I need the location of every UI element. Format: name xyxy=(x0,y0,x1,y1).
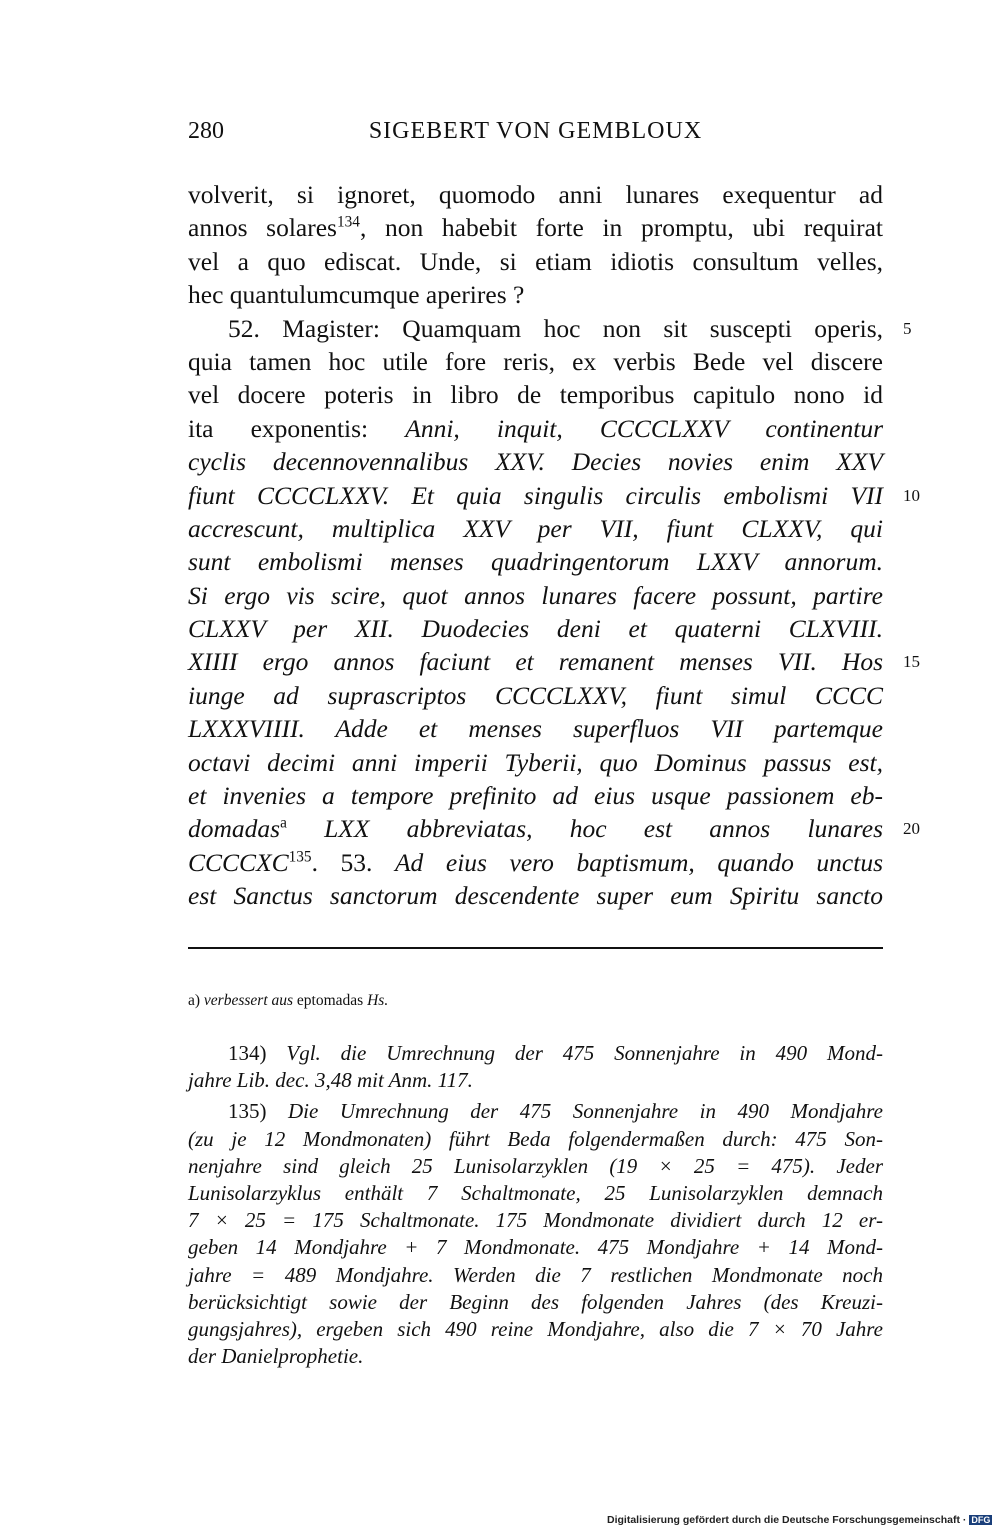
text-run: Anni, inquit, CCCCLXXV continentur xyxy=(405,413,883,443)
text-run: XIIII ergo annos faciunt et remanent menses VII. Hos xyxy=(188,647,883,677)
text-run: accrescunt, multiplica XXV per VII, fiunt CLXXV, qui xyxy=(188,513,883,543)
text-line xyxy=(188,579,883,612)
text-run: LXXXVIIII. Adde et menses superfluos VII partemque xyxy=(188,714,883,744)
text-run: verbessert aus xyxy=(203,992,294,1009)
text-run: est Sanctus sanctorum descendente super eum Spiritu sancto xyxy=(188,881,883,911)
text-run: fiunt CCCCLXXV. Et quia singulis circulis embolismi VII xyxy=(188,480,883,510)
credit-text: Digitalisierung gefördert durch die Deutsche Forschungsgemeinschaft · xyxy=(607,1514,967,1526)
text-run: Hs. xyxy=(367,992,389,1009)
text-line xyxy=(188,345,883,378)
footnote-line xyxy=(188,1180,883,1207)
footnote-line xyxy=(188,1343,883,1370)
text-run: Ad eius vero baptismum, quando unctus xyxy=(394,847,883,877)
superscript: a xyxy=(280,814,287,832)
line-number: 20 xyxy=(903,819,920,839)
text-run: 134) xyxy=(228,1041,287,1065)
text-run: geben 14 Mondjahre + 7 Mondmonate. 475 Mondjahre + 14 Mond- xyxy=(188,1235,883,1260)
text-run: Die Umrechnung der 475 Sonnenjahre in 490 Mondjahre xyxy=(288,1099,883,1124)
text-run: CCCCXC xyxy=(188,847,289,877)
text-run: , non habebit forte in promptu, ubi requirat xyxy=(359,213,883,243)
footnote-line xyxy=(188,1316,883,1343)
text-run: eptomadas xyxy=(293,992,368,1009)
text-run: Lunisolarzyklus enthält 7 Schaltmonate, 25 Lunisolarzyklen demnach xyxy=(188,1180,883,1205)
text-line xyxy=(188,612,883,645)
superscript: 135 xyxy=(288,848,312,866)
text-line xyxy=(188,312,912,345)
text-line xyxy=(188,512,883,545)
footnote-line xyxy=(188,1040,883,1067)
text-run: iunge ad suprascriptos CCCCLXXV, fiunt simul CCCC xyxy=(188,680,883,710)
text-run: Si ergo vis scire, quot annos lunares facere possunt, partire xyxy=(188,580,883,610)
text-run: 52. Magister: Quamquam hoc non sit suscepti operis, xyxy=(228,313,883,343)
text-line xyxy=(188,479,920,512)
text-line xyxy=(188,812,920,845)
text-line xyxy=(188,779,883,812)
text-run: (zu je 12 Mondmonaten) führt Beda folgendermaßen durch: 475 Son- xyxy=(188,1126,883,1151)
text-run: a) xyxy=(188,992,204,1009)
text-run: octavi decimi anni imperii Tyberii, quo Dominus passus est, xyxy=(188,747,883,777)
text-line xyxy=(188,278,883,311)
page-number: 280 xyxy=(188,118,224,144)
line-number: 5 xyxy=(903,318,912,338)
text-run: ita exponentis: xyxy=(188,413,406,443)
running-header xyxy=(188,118,883,150)
footnote-line xyxy=(188,1262,883,1289)
footnotes xyxy=(188,1040,883,1370)
text-run: Vgl. die Umrechnung der 475 Sonnenjahre in 490 Mond- xyxy=(286,1041,883,1065)
text-run: 7 × 25 = 175 Schaltmonate. 175 Mondmonate dividiert durch 12 er- xyxy=(188,1208,883,1233)
line-number: 15 xyxy=(903,652,920,672)
text-run: domadas xyxy=(188,814,281,844)
text-run: jahre Lib. dec. 3,48 mit Anm. 117. xyxy=(188,1068,473,1093)
text-line xyxy=(188,679,883,712)
text-line xyxy=(188,846,883,879)
text-run: et invenies a tempore prefinito ad eius usque passionem eb- xyxy=(188,781,883,811)
footnote-line xyxy=(188,1067,883,1094)
text-run: annos solares xyxy=(188,213,337,243)
line-number: 10 xyxy=(903,485,920,505)
text-run: nenjahre sind gleich 25 Lunisolarzyklen (19 × 25 = 475). Jeder xyxy=(188,1153,883,1178)
main-text xyxy=(188,178,920,913)
text-line xyxy=(188,712,883,745)
text-line xyxy=(188,178,883,211)
dfg-logo: DFG xyxy=(971,1515,991,1525)
superscript: 134 xyxy=(336,213,360,231)
footnote-line xyxy=(188,1153,883,1180)
text-line xyxy=(188,879,883,912)
text-line xyxy=(188,445,883,478)
text-run: quia tamen hoc utile fore reris, ex verbis Bede vel discere xyxy=(188,346,883,376)
text-run: volverit, si ignoret, quomodo anni lunares exequentur ad xyxy=(188,180,883,209)
text-line xyxy=(188,245,883,278)
text-run: hec quantulumcumque aperires ? xyxy=(188,280,525,310)
footnote-line xyxy=(188,1234,883,1261)
text-run: jahre = 489 Mondjahre. Werden die 7 restlichen Mondmonate noch xyxy=(188,1262,883,1287)
footnote-line xyxy=(188,1126,883,1153)
footnote-line xyxy=(188,1098,883,1125)
text-run: vel docere poteris in libro de temporibus capitulo nono id xyxy=(188,380,883,410)
text-run: 135) xyxy=(228,1099,289,1124)
text-run: LXX abbreviatas, hoc est annos lunares xyxy=(286,814,883,844)
text-run: cyclis decennovennalibus XXV. Decies novies enim XXV xyxy=(188,447,883,477)
text-line xyxy=(188,645,920,678)
text-run: sunt embolismi menses quadringentorum LXXV annorum. xyxy=(188,547,883,577)
text-line xyxy=(188,746,883,779)
digitization-credit xyxy=(607,1514,992,1526)
text-run: vel a quo ediscat. Unde, si etiam idiotis consultum velles, xyxy=(188,246,883,276)
text-line xyxy=(188,412,883,445)
running-title: SIGEBERT VON GEMBLOUX xyxy=(368,118,703,144)
text-run: gungsjahres), ergeben sich 490 reine Mondjahre, also die 7 × 70 Jahre xyxy=(188,1316,883,1341)
footnote-line xyxy=(188,1207,883,1234)
footnote-rule xyxy=(188,947,883,949)
text-line xyxy=(188,545,883,578)
footnote-line xyxy=(188,1289,883,1316)
text-run: . 53. xyxy=(311,847,395,877)
text-run: der Danielprophetie. xyxy=(188,1344,364,1369)
text-run: berücksichtigt sowie der Beginn des folgenden Jahres (des Kreuzi- xyxy=(188,1289,883,1314)
text-line xyxy=(188,378,883,411)
text-run: CLXXV per XII. Duodecies deni et quaterni CLXVIII. xyxy=(188,614,883,644)
text-line xyxy=(188,211,883,244)
apparatus-note xyxy=(188,990,883,1012)
